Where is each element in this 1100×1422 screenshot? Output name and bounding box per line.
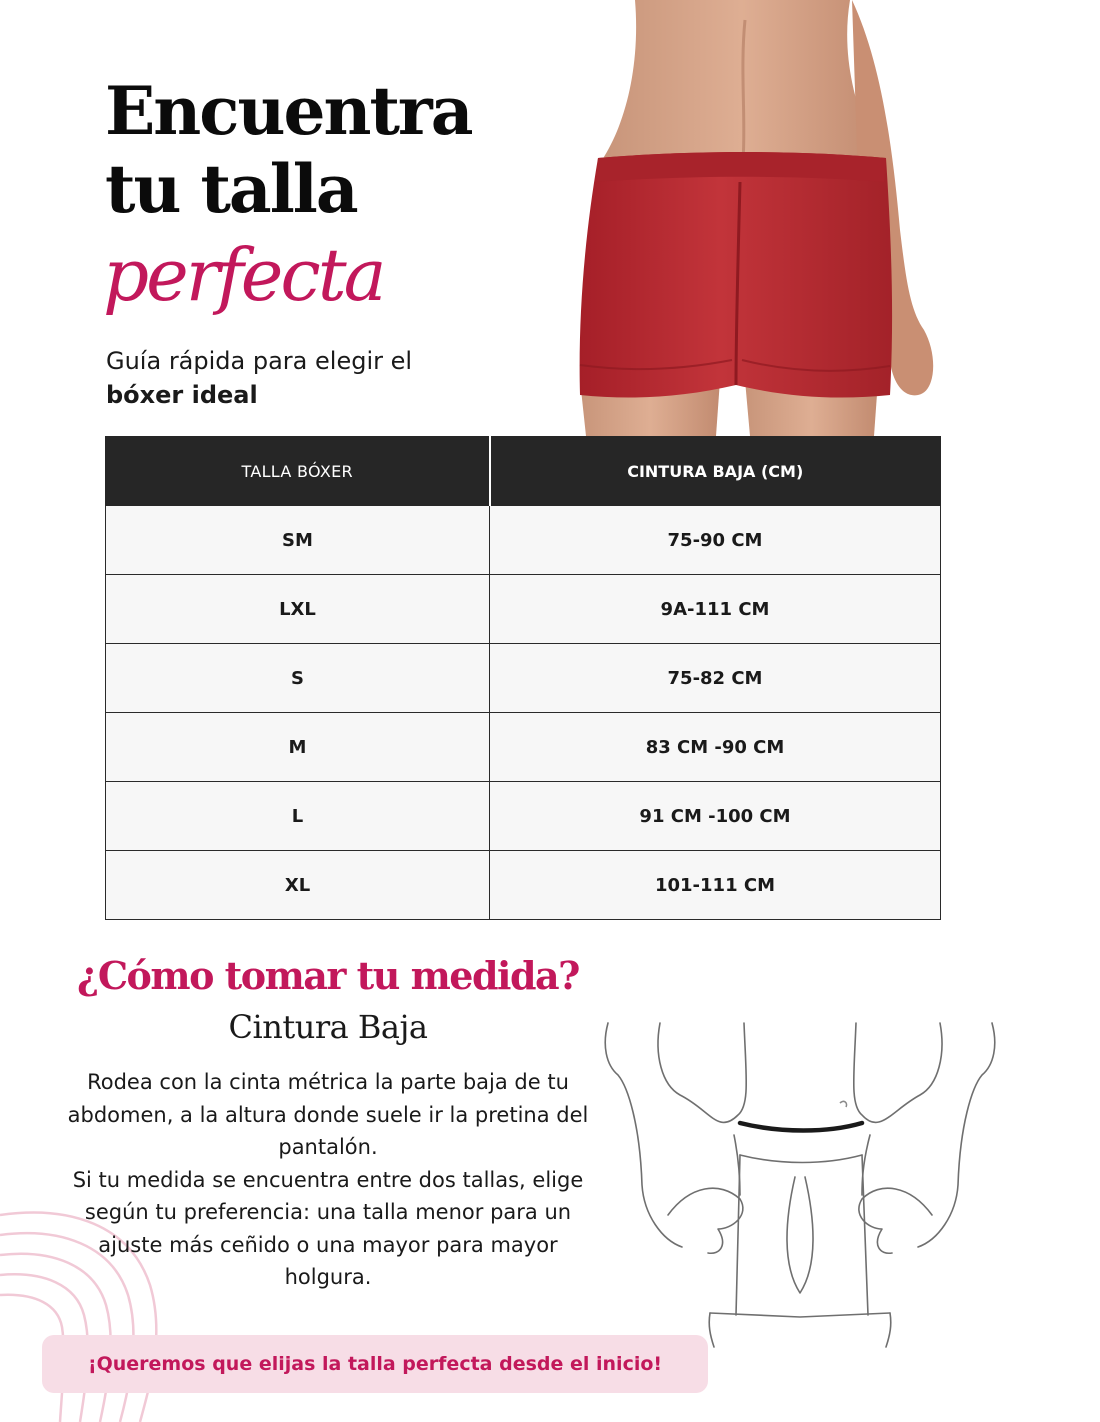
page-title (105, 72, 471, 228)
waist-cell: 101-111 CM (490, 851, 941, 920)
subtitle-text: Guía rápida para elegir el (106, 347, 413, 375)
section-subtitle: Cintura Baja (228, 1008, 428, 1046)
boxer-shape (580, 152, 892, 398)
table-row (106, 644, 941, 713)
banner-text: ¡Queremos que elijas la talla perfecta desde el inicio! (87, 1353, 663, 1375)
size-table (105, 436, 941, 920)
title-line-2: tu talla (105, 150, 357, 228)
table-header-row (106, 437, 941, 506)
model-photo (540, 0, 940, 436)
highlight-banner (42, 1335, 708, 1393)
title-line-1: Encuentra (105, 72, 472, 150)
size-cell: M (106, 713, 490, 782)
header-waist: CINTURA BAJA (CM) (490, 437, 941, 506)
size-cell: L (106, 782, 490, 851)
waist-cell: 91 CM -100 CM (490, 782, 941, 851)
section-title: ¿Cómo tomar tu medida? (77, 953, 579, 998)
table-row (106, 782, 941, 851)
waist-cell: 75-82 CM (490, 644, 941, 713)
size-cell: SM (106, 506, 490, 575)
instructions-paragraph-2: Si tu medida se encuentra entre dos tallas, elige según tu preferencia: una talla menor para un ajuste más ceñido o una mayor para mayor holgura. (72, 1167, 584, 1289)
size-cell: LXL (106, 575, 490, 644)
torso (602, 0, 882, 160)
measurement-drawing (600, 1015, 1000, 1350)
instructions-paragraph-1: Rodea con la cinta métrica la parte baja de tu abdomen, a la altura donde suele ir la pretina del pantalón. (67, 1070, 589, 1159)
table-row (106, 851, 941, 920)
size-cell: XL (106, 851, 490, 920)
size-cell: S (106, 644, 490, 713)
subtitle (106, 344, 412, 412)
waist-cell: 83 CM -90 CM (490, 713, 941, 782)
waist-cell: 9A-111 CM (490, 575, 941, 644)
title-accent: perfecta (103, 233, 384, 317)
table-row (106, 713, 941, 782)
header-size: TALLA BÓXER (106, 437, 490, 506)
table-row (106, 575, 941, 644)
subtitle-bold: bóxer ideal (106, 381, 258, 409)
table-row (106, 506, 941, 575)
instructions (52, 1066, 604, 1294)
waist-cell: 75-90 CM (490, 506, 941, 575)
